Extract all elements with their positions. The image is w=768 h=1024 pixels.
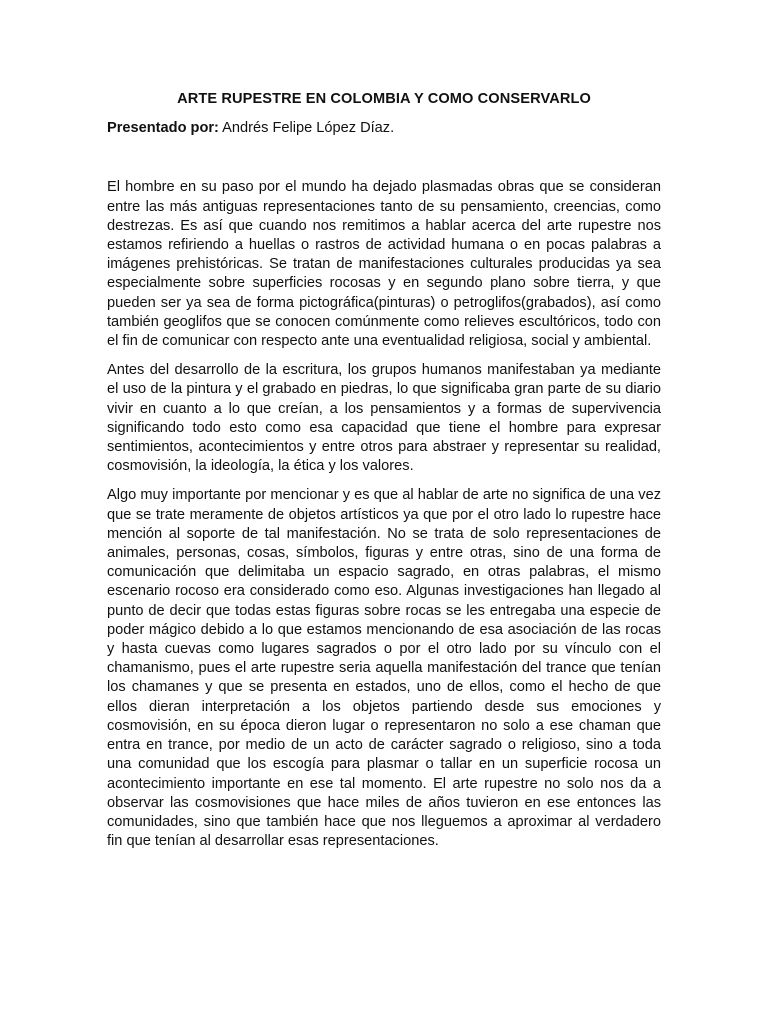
document-page (107, 90, 661, 861)
paragraph: Antes del desarrollo de la escritura, los grupos humanos manifestaban ya mediante el uso de la pintura y el grabado en piedras, lo que significaba gran parte de su diario vivir en cuanto a lo que creían, a los pensamientos y a formas de supervivencia significando todo esto como esa capacidad que tiene el hombre para expresar sentimientos, acontecimientos y entre otros para abstraer y representar su realidad, cosmovisión, la ideología, la ética y los valores. (107, 362, 661, 475)
paragraph: El hombre en su paso por el mundo ha dejado plasmadas obras que se consideran entre las más antiguas representaciones tanto de su pensamiento, creencias, como destrezas. Es así que cuando nos remitimos a hablar acerca del arte rupestre nos estamos refiriendo a huellas o rastros de actividad humana o en pocas palabras a imágenes prehistóricas. Se tratan de manifestaciones culturales producidas ya sea especialmente sobre superficies rocosas y en segundo plano sobre tierra, y que pueden ser ya sea de forma pictográfica(pinturas) o petroglifos(grabados), así como también geoglifos que se conocen comúnmente como relieves escultóricos, todo con el fin de comunicar con respecto ante una eventualidad religiosa, social y ambiental. (107, 179, 661, 350)
paragraph: Algo muy importante por mencionar y es que al hablar de arte no significa de una vez que se trate meramente de objetos artísticos ya que por el otro lado lo rupestre hace mención al soporte de tal manifestación. No se trata de solo representaciones de animales, personas, cosas, símbolos, figuras y entre otras, sino de una forma de comunicación que delimitaba un espacio sagrado, en otras palabras, el mismo escenario rocoso era considerado como eso. Algunas investigaciones han llegado al punto de decir que todas estas figuras sobre rocas se les entregaba una especie de poder mágico debido a lo que estamos mencionando de esa asociación de las rocas y hasta cuevas como lugares sagrados o por el otro lado por su vínculo con el chamanismo, pues el arte rupestre seria aquella manifestación del trance que tenían los chamanes y que se presenta en estados, uno de ellos, como el hecho de que ellos dieran interpretación a los objetos partiendo desde sus emociones y cosmovisión, en su época dieron lugar o representaron no solo a ese chaman que entra en trance, por medio de un acto de carácter sagrado o religioso, sino a toda una comunidad que los escogía para plasmar o tallar en un superficie rocosa un acontecimiento importante en ese tal momento. El arte rupestre no solo nos da a observar las cosmovisiones que hace miles de años tuvieron en ese entonces las comunidades, sino que también hace que nos lleguemos a aproximar al verdadero fin que tenían al desarrollar esas representaciones. (107, 487, 661, 850)
presenter-name: Andrés Felipe López Díaz. (218, 120, 395, 137)
presenter-label: Presentado por: (107, 120, 219, 137)
document-title: ARTE RUPESTRE EN COLOMBIA Y COMO CONSERVARLO (177, 91, 591, 107)
presenter-line (107, 119, 661, 138)
